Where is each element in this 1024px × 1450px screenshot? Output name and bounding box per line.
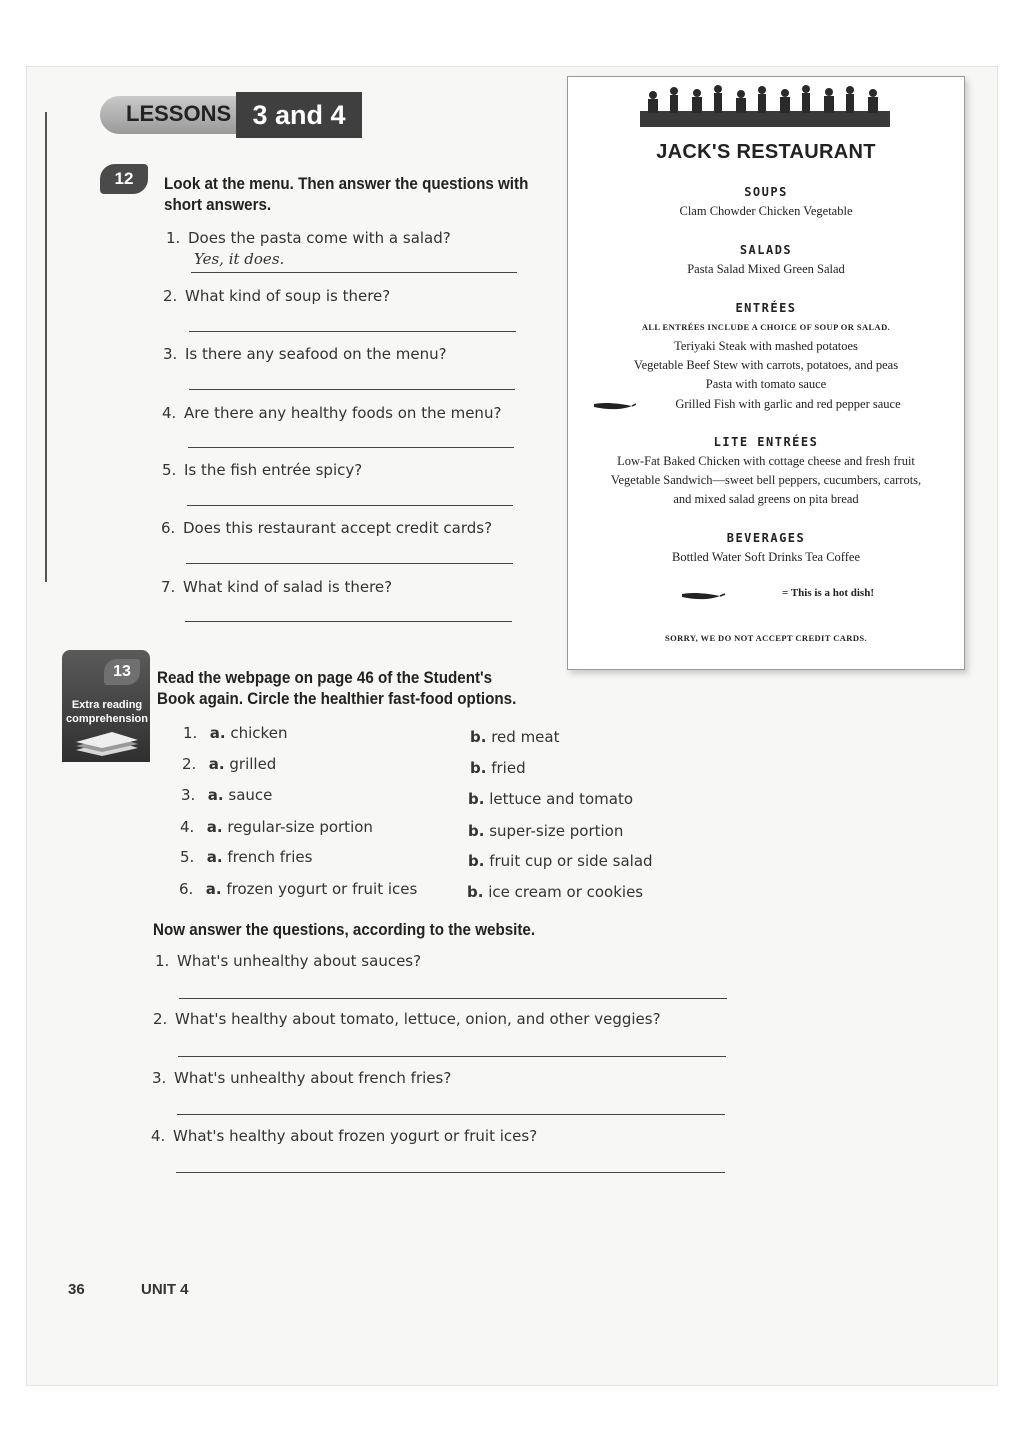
page-number: 36 — [68, 1281, 85, 1298]
option-b-row-6 — [467, 883, 643, 901]
question-number: 5. — [162, 461, 177, 479]
menu-entree-item: Pasta with tomato sauce — [705, 377, 827, 391]
question-13-3 — [152, 1069, 451, 1087]
option-b[interactable]: red meat — [491, 728, 560, 746]
option-number: 2. — [182, 755, 197, 773]
menu-credit-card-note: SORRY, WE DO NOT ACCEPT CREDIT CARDS. — [664, 633, 868, 643]
menu-lite-entrees-heading: LITE ENTRÉES — [713, 435, 819, 449]
option-b-letter: b. — [468, 822, 485, 840]
answer-line-12-1[interactable] — [191, 272, 517, 273]
option-b-row-2 — [470, 759, 526, 777]
menu-entree-item: Teriyaki Steak with mashed potatoes — [674, 339, 858, 353]
exercise-12-instruction-line-1: Look at the menu. Then answer the questions with — [164, 175, 529, 193]
question-number: 3. — [163, 345, 178, 363]
option-b[interactable]: lettuce and tomato — [489, 790, 634, 808]
question-12-6 — [161, 519, 492, 537]
option-b-row-3 — [468, 790, 633, 808]
question-text: What kind of soup is there? — [185, 287, 391, 305]
option-b-row-4 — [468, 822, 623, 840]
exercise-12-number: 12 — [100, 164, 148, 194]
option-a[interactable]: regular-size portion — [227, 818, 373, 836]
option-a-letter: a. — [206, 818, 223, 836]
menu-beverages-heading: BEVERAGES — [726, 531, 806, 545]
option-b-row-1 — [470, 728, 560, 746]
question-number: 3. — [152, 1069, 167, 1087]
answer-line-13-3[interactable] — [177, 1114, 725, 1115]
exercise-13-part2-instruction: Now answer the questions, according to the website. — [153, 921, 536, 939]
option-a-letter: a. — [209, 724, 226, 742]
question-12-2 — [163, 287, 390, 305]
option-b[interactable]: ice cream or cookies — [488, 883, 644, 901]
menu-entree-item: Vegetable Beef Stew with carrots, potatoes, and peas — [633, 358, 899, 372]
question-number: 2. — [153, 1010, 168, 1028]
option-b[interactable]: super-size portion — [489, 822, 624, 840]
option-a-letter: a. — [206, 848, 223, 866]
option-b[interactable]: fried — [491, 759, 526, 777]
question-number: 4. — [151, 1127, 166, 1145]
answer-line-12-4[interactable] — [188, 447, 514, 448]
question-text: What's unhealthy about sauces? — [177, 952, 422, 970]
option-a[interactable]: french fries — [227, 848, 313, 866]
answer-line-12-2[interactable] — [189, 331, 516, 332]
menu-title: JACK'S RESTAURANT — [656, 141, 876, 163]
answer-line-12-3[interactable] — [189, 389, 515, 390]
question-12-4 — [162, 404, 501, 422]
question-text: What's unhealthy about french fries? — [174, 1069, 452, 1087]
menu-entree-item: Grilled Fish with garlic and red pepper sauce — [675, 397, 901, 411]
menu-salads-heading: SALADS — [739, 243, 793, 257]
question-text: Is there any seafood on the menu? — [185, 345, 447, 363]
menu-entrees-note: ALL ENTRÉES INCLUDE A CHOICE OF SOUP OR SALAD. — [641, 322, 891, 332]
exercise-13-instruction-line-2: Book again. Circle the healthier fast-food options. — [157, 690, 517, 708]
question-13-4 — [151, 1127, 537, 1145]
option-b[interactable]: fruit cup or side salad — [489, 852, 653, 870]
option-number: 1. — [183, 724, 198, 742]
stacked-books-icon — [72, 728, 142, 756]
menu-beverages-items: Bottled Water Soft Drinks Tea Coffee — [671, 550, 860, 564]
question-number: 1. — [166, 229, 181, 247]
answer-line-13-2[interactable] — [178, 1056, 726, 1057]
answer-12-1-handwritten: Yes, it does. — [194, 250, 285, 268]
menu-lite-item: Low-Fat Baked Chicken with cottage cheese and fresh fruit — [617, 454, 915, 468]
lessons-banner — [100, 92, 362, 138]
question-text: Is the fish entrée spicy? — [184, 461, 363, 479]
answer-line-12-7[interactable] — [185, 621, 512, 622]
chili-pepper-icon — [592, 400, 636, 412]
menu-soups-items: Clam Chowder Chicken Vegetable — [679, 204, 853, 218]
extra-reading-label — [66, 698, 148, 726]
exercise-13-number: 13 — [104, 659, 140, 685]
option-b-letter: b. — [468, 790, 485, 808]
question-12-7 — [161, 578, 392, 596]
option-a[interactable]: frozen yogurt or fruit ices — [226, 880, 418, 898]
answer-line-12-5[interactable] — [187, 505, 513, 506]
option-row-3 — [181, 786, 272, 804]
answer-line-12-6[interactable] — [186, 563, 513, 564]
restaurant-menu-card — [567, 76, 965, 670]
menu-entrees-heading: ENTRÉES — [735, 301, 797, 315]
question-number: 6. — [161, 519, 176, 537]
menu-salads-items: Pasta Salad Mixed Green Salad — [687, 262, 845, 276]
question-text: Are there any healthy foods on the menu? — [184, 404, 502, 422]
margin-rule — [45, 112, 47, 582]
question-number: 2. — [163, 287, 178, 305]
option-b-letter: b. — [470, 759, 487, 777]
lessons-label: LESSONS — [126, 101, 232, 126]
option-a-letter: a. — [208, 755, 225, 773]
option-number: 6. — [179, 880, 194, 898]
question-number: 7. — [161, 578, 176, 596]
question-text: What's healthy about frozen yogurt or fruit ices? — [173, 1127, 538, 1145]
question-text: What's healthy about tomato, lettuce, onion, and other veggies? — [175, 1010, 661, 1028]
question-13-1 — [155, 952, 421, 970]
exercise-13-instruction-line-1: Read the webpage on page 46 of the Student's — [157, 669, 493, 687]
question-text: Does the pasta come with a salad? — [188, 229, 451, 247]
exercise-13-instruction — [157, 668, 516, 710]
option-b-letter: b. — [467, 883, 484, 901]
question-number: 4. — [162, 404, 177, 422]
menu-lite-item: Vegetable Sandwich—sweet bell peppers, cucumbers, carrots, — [610, 473, 922, 487]
question-number: 1. — [155, 952, 170, 970]
option-row-1 — [183, 724, 287, 742]
question-text: What kind of salad is there? — [183, 578, 393, 596]
menu-soups-heading: SOUPS — [744, 185, 788, 199]
option-number: 3. — [181, 786, 196, 804]
answer-line-13-4[interactable] — [176, 1172, 725, 1173]
lessons-numbers: 3 and 4 — [236, 92, 362, 138]
option-number: 5. — [180, 848, 195, 866]
option-a-letter: a. — [205, 880, 222, 898]
option-a[interactable]: grilled — [229, 755, 277, 773]
extra-reading-label-line-2: comprehension — [66, 713, 148, 725]
option-a-letter: a. — [207, 786, 224, 804]
option-a[interactable]: chicken — [230, 724, 288, 742]
question-12-1 — [166, 229, 451, 247]
unit-label: UNIT 4 — [141, 1281, 189, 1298]
menu-lite-item: and mixed salad greens on pita bread — [673, 492, 859, 506]
answer-line-13-1[interactable] — [179, 998, 727, 999]
question-13-2 — [153, 1010, 661, 1028]
option-row-2 — [182, 755, 276, 773]
question-text: Does this restaurant accept credit cards? — [183, 519, 493, 537]
option-b-letter: b. — [470, 728, 487, 746]
option-a[interactable]: sauce — [228, 786, 273, 804]
menu-hot-dish-note: = This is a hot dish! — [782, 587, 874, 599]
exercise-12-instruction — [164, 174, 528, 216]
option-row-5 — [180, 848, 312, 866]
question-12-5 — [162, 461, 362, 479]
option-b-letter: b. — [468, 852, 485, 870]
option-b-row-5 — [468, 852, 653, 870]
option-number: 4. — [180, 818, 195, 836]
question-12-3 — [163, 345, 447, 363]
option-row-4 — [180, 818, 373, 836]
exercise-12-instruction-line-2: short answers. — [164, 196, 272, 214]
cowboys-on-horseback-illustration — [640, 85, 890, 129]
option-row-6 — [179, 880, 417, 898]
extra-reading-label-line-1: Extra reading — [71, 699, 143, 711]
